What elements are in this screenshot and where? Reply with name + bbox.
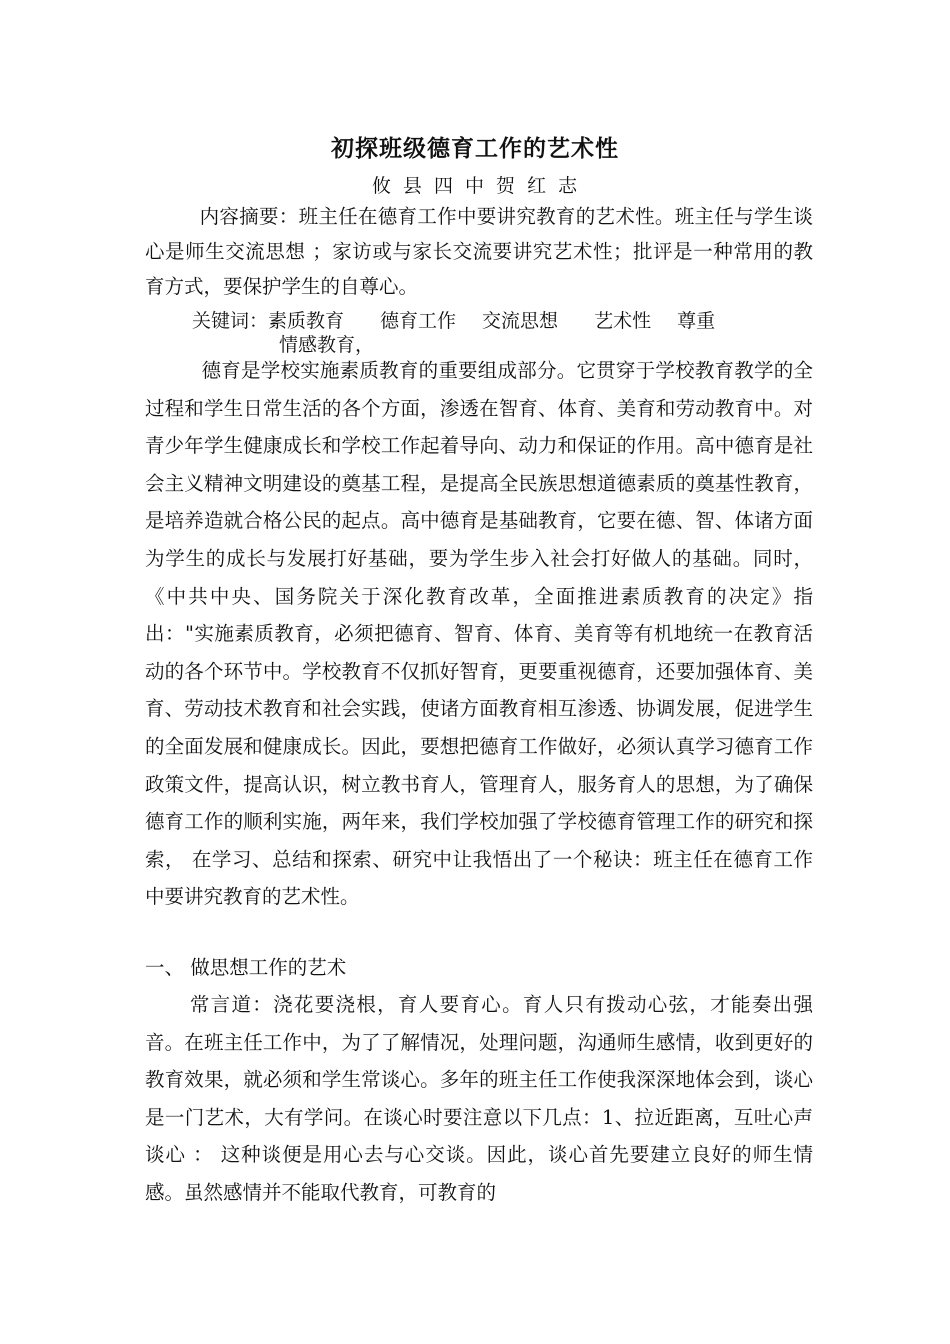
keyword-item: 情感教育， (279, 334, 375, 356)
section-heading-1: 一、 做思想工作的艺术 (145, 956, 347, 979)
keyword-item: 尊重 (677, 310, 716, 332)
body-paragraph-2: 常言道：浇花要浇根，育人要育心。育人只有拨动心弦，才能奏出强音。在班主任工作中，为了了解情况，处理问题，沟通师生感情，收到更好的教育效果，就必须和学生常谈心。多年的班主任工作使我深深地体会到，谈心是一门艺术，大有学问。在谈心时要注意以下几点：1、拉近距离，互吐心声谈心 ： 这种谈便是用心去与心交谈。因此，谈心首先要建立良好的师生情感。虽然感情并不能取代教育，可教育的 (145, 993, 813, 1204)
document-title: 初探班级德育工作的艺术性 (331, 135, 619, 162)
keyword-item: 德育工作 (380, 310, 457, 332)
keyword-item: 艺术性 (594, 310, 652, 332)
keyword-item: 素质教育 (268, 310, 345, 332)
author-line: 攸 县 四 中 贺 红 志 (371, 175, 579, 197)
abstract-paragraph: 内容摘要：班主任在德育工作中要讲究教育的艺术性。班主任与学生谈心是师生交流思想 ；家访或与家长交流要讲究艺术性；批评是一种常用的教育方式，要保护学生的自尊心。 (145, 205, 813, 298)
keyword-item: 交流思想 (482, 310, 559, 332)
keywords-label: 关键词： (192, 310, 269, 332)
keywords-block (192, 309, 792, 357)
body-paragraph-1: 德育是学校实施素质教育的重要组成部分。它贯穿于学校教育教学的全过程和学生日常生活的各个方面，渗透在智育、体育、美育和劳动教育中。对青少年学生健康成长和学校工作起着导向、动力和保证的作用。高中德育是社会主义精神文明建设的奠基工程，是提高全民族思想道德素质的奠基性教育，是培养造就合格公民的起点。高中德育是基础教育，它要在德、智、体诸方面为学生的成长与发展打好基础，要为学生步入社会打好做人的基础。同时，《中共中央、国务院关于深化教育改革，全面推进素质教育的决定》指出："实施素质教育，必须把德育、智育、体育、美育等有机地统一在教育活动的各个环节中。学校教育不仅抓好智育，更要重视德育，还要加强体育、美育、劳动技术教育和社会实践，使诸方面教育相互渗透、协调发展，促进学生的全面发展和健康成长。因此，要想把德育工作做好，必须认真学习德育工作政策文件，提高认识，树立教书育人，管理育人，服务育人的思想，为了确保德育工作的顺利实施，两年来，我们学校加强了学校德育管理工作的研究和探索， 在学习、总结和探索、研究中让我悟出了一个秘诀：班主任在德育工作中要讲究教育的艺术性。 (145, 359, 813, 909)
